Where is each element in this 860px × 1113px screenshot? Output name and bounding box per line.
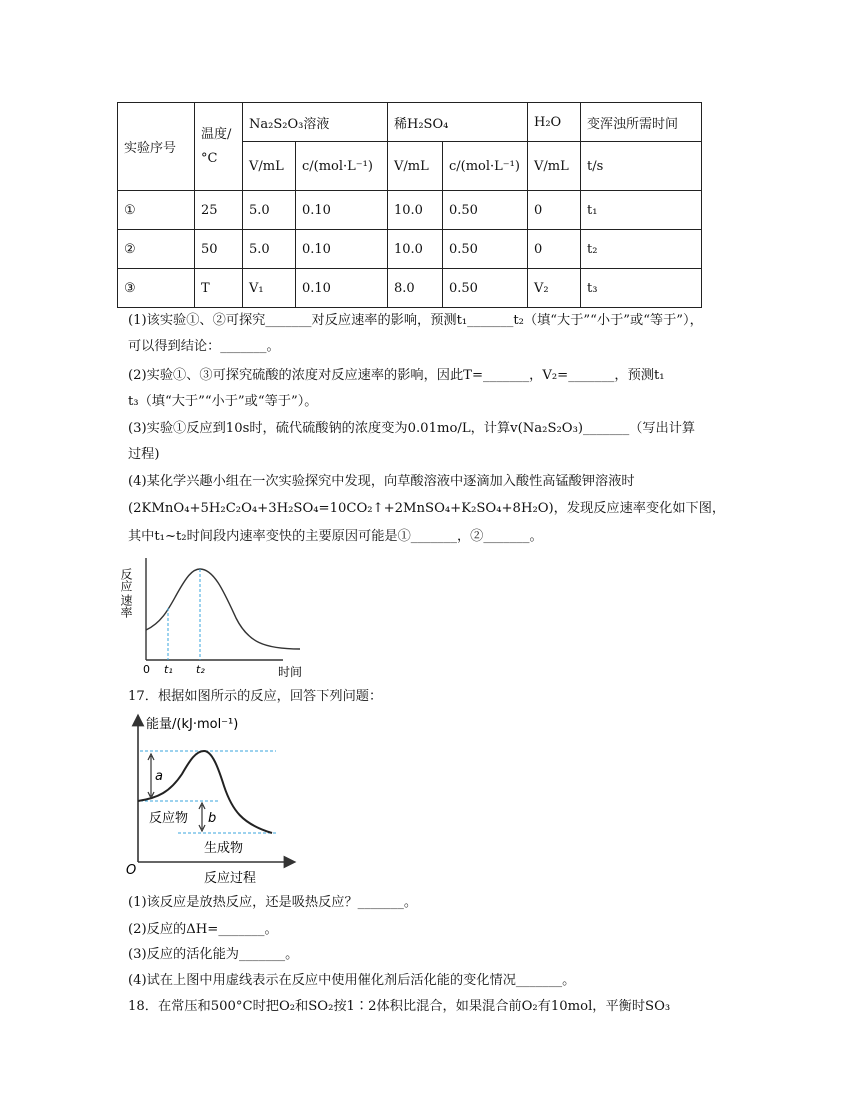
graph1-ylabel-1: 反应 xyxy=(119,568,133,592)
graph1-ylabel-2: 速率 xyxy=(119,594,133,618)
question-1-line-1: (1)该实验①、②可探究_______对反应速率的影响，预测t₁_______t₂（填“大于”“小于”或“等于”）， xyxy=(128,313,703,328)
cell-seq: ② xyxy=(118,230,195,269)
cell-seq: ① xyxy=(118,191,195,230)
question-17-part-1: (1)该反应是放热反应，还是吸热反应？_______。 xyxy=(128,895,418,910)
question-4-line-1: (4)某化学兴趣小组在一次实验探究中发现，向草酸溶液中逐滴加入酸性高锰酸钾溶液时 xyxy=(128,474,635,489)
question-4-line-2: (2KMnO₄+5H₂C₂O₄+3H₂SO₄=10CO₂↑+2MnSO₄+K₂SO₄+8H₂O)，发现反应速率变化如下图， xyxy=(128,501,726,516)
question-17-part-2: (2)反应的ΔH=_______。 xyxy=(128,922,278,937)
subheader-v3: V/mL xyxy=(528,142,581,191)
graph1-xlabel: 时间 xyxy=(278,665,303,679)
cell-c1: 0.10 xyxy=(296,269,388,308)
question-17-part-3: (3)反应的活化能为_______。 xyxy=(128,947,299,962)
graph2-reactant-label: 反应物 xyxy=(149,811,189,826)
subheader-c1: c/(mol·L⁻¹) xyxy=(296,142,388,191)
graph2-ylabel: 能量/(kJ·mol⁻¹) xyxy=(146,717,239,732)
graph2-xlabel: 反应过程 xyxy=(204,871,257,886)
question-3-line-1: (3)实验①反应到10s时，硫代硫酸钠的浓度变为0.01mo/L，计算v(Na₂S₂O₃)_______（写出计算 xyxy=(128,421,696,436)
question-2-line-2: t₃（填“大于”“小于”或“等于”）。 xyxy=(128,394,318,409)
graph2-origin: O xyxy=(126,863,137,878)
energy-profile-diagram xyxy=(118,712,318,888)
cell-c1: 0.10 xyxy=(296,191,388,230)
subheader-v2: V/mL xyxy=(388,142,443,191)
experiment-table xyxy=(117,102,702,308)
cell-c2: 0.50 xyxy=(443,230,528,269)
cell-t: t₁ xyxy=(581,191,702,230)
cell-c2: 0.50 xyxy=(443,269,528,308)
question-3-line-2: 过程) xyxy=(128,447,160,462)
cell-v3: 0 xyxy=(528,230,581,269)
cell-seq: ③ xyxy=(118,269,195,308)
cell-c2: 0.50 xyxy=(443,191,528,230)
graph1-t2-label: t₂ xyxy=(196,663,205,676)
cell-v3: V₂ xyxy=(528,269,581,308)
cell-t: t₂ xyxy=(581,230,702,269)
cell-v2: 8.0 xyxy=(388,269,443,308)
subheader-v1: V/mL xyxy=(243,142,296,191)
question-1-line-2: 可以得到结论：_______。 xyxy=(128,339,280,354)
graph2-a-label: a xyxy=(155,769,163,784)
question-18-line-1: 18．在常压和500°C时把O₂和SO₂按1∶2体积比混合，如果混合前O₂有10mol，平衡时SO₃ xyxy=(128,999,671,1014)
header-time: 变浑浊所需时间 xyxy=(581,103,702,142)
cell-c1: 0.10 xyxy=(296,230,388,269)
cell-v3: 0 xyxy=(528,191,581,230)
header-seq: 实验序号 xyxy=(118,103,195,191)
graph1-origin: 0 xyxy=(143,663,150,676)
question-17-part-4: (4)试在上图中用虚线表示在反应中使用催化剂后活化能的变化情况_______。 xyxy=(128,973,576,988)
rate-time-graph xyxy=(118,552,318,682)
question-4-line-3: 其中t₁~t₂时间段内速率变快的主要原因可能是①_______，②_______。 xyxy=(128,529,543,544)
cell-v1: 5.0 xyxy=(243,230,296,269)
cell-v2: 10.0 xyxy=(388,230,443,269)
cell-temp: 25 xyxy=(195,191,243,230)
subheader-ts: t/s xyxy=(581,142,702,191)
header-na2s2o3: Na₂S₂O₃溶液 xyxy=(243,103,388,142)
question-2-line-1: (2)实验①、③可探究硫酸的浓度对反应速率的影响，因此T=_______，V₂=_______，预测t₁ xyxy=(128,368,665,383)
graph2-b-label: b xyxy=(208,811,217,826)
cell-v1: V₁ xyxy=(243,269,296,308)
graph2-product-label: 生成物 xyxy=(204,841,244,856)
question-17-title: 17．根据如图所示的反应，回答下列问题： xyxy=(128,689,383,704)
cell-v1: 5.0 xyxy=(243,191,296,230)
subheader-c2: c/(mol·L⁻¹) xyxy=(443,142,528,191)
header-temp: 温度/°C xyxy=(195,103,243,191)
cell-temp: T xyxy=(195,269,243,308)
header-h2so4: 稀H₂SO₄ xyxy=(388,103,528,142)
graph1-t1-label: t₁ xyxy=(164,663,173,676)
cell-temp: 50 xyxy=(195,230,243,269)
header-h2o: H₂O xyxy=(528,103,581,142)
graph1-rate-curve xyxy=(146,569,300,649)
cell-v2: 10.0 xyxy=(388,191,443,230)
cell-t: t₃ xyxy=(581,269,702,308)
